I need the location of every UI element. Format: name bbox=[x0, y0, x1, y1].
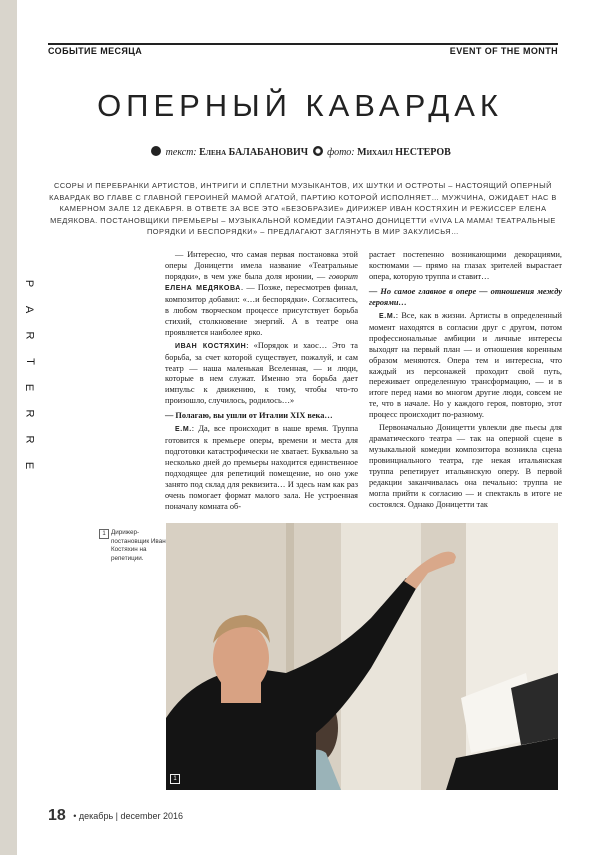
pen-icon bbox=[151, 146, 161, 156]
paragraph: Е.М.: Все, как в жизни. Артисты в определенный момент находятся в согласии друг с другом, потом профессиональные амбиции и личные интересы выходят на первый план — и отношения коренным образом меняются. Опера тем и интересна, что каждый из персонажей проходит свой путь, переживает определенную трансформацию, — и в итоге перед нами во многом другие люди, совсем не те, что в начале. Но у каждого героя, повторю, этот процесс происходит по-разному. bbox=[369, 310, 562, 420]
question: — Но самое главное в опере — отношения между героями… bbox=[369, 286, 562, 307]
photo-number: 1 bbox=[170, 774, 180, 784]
section-label-english: EVENT OF THE MONTH bbox=[449, 46, 558, 56]
caption-number: 1 bbox=[99, 529, 109, 539]
author-name: Елена БАЛАБАНОВИЧ bbox=[199, 147, 309, 158]
photo-caption: Дирижер-постановщик Иван Костяхин на репетиции. bbox=[111, 529, 166, 562]
text-column-2 bbox=[369, 250, 562, 513]
page-number: 18 bbox=[48, 807, 66, 824]
paragraph: — Интересно, что самая первая постановка этой оперы Доницетти имела название «Театральные порядки», в чем уже была доля иронии, — говорит ЕЛЕНА МЕДЯКОВА. — Позже, пересмотрев финал, композитор добавил: «…и беспорядки». Согласитесь, в любом творческом процессе присутствует борьба стихий, столкновение энергий. А в театре она проявляется наиболее ярко. bbox=[165, 250, 358, 337]
article-title: ОПЕРНЫЙ КАВАРДАК bbox=[97, 88, 503, 123]
camera-icon bbox=[313, 146, 323, 156]
issue-date: • декабрь | december 2016 bbox=[73, 811, 184, 821]
paragraph: Первоначально Доницетти увлекли две пьесы для драматического театра — так на оперной сцене в музыкальной комедии композитора возникла сцена провинциального театра, где некая итальянская труппа репетирует итальянскую оперу. В первой редакции заканчивалась она печально: труппа не могла прийти к согласию — и спектакль в итоге не состоялся. Однако Доницетти так bbox=[369, 423, 562, 509]
paragraph: растает постепенно возникающими декорациями, костюмами — прямо на глазах зрителей вырастает опера, которую труппа и ставит… bbox=[369, 250, 562, 281]
credits-line: текст: Елена БАЛАБАНОВИЧ фото: Михаил НЕСТЕРОВ bbox=[0, 146, 600, 158]
question: — Полагаю, вы ушли от Италии XIX века… bbox=[165, 411, 333, 421]
paragraph: ИВАН КОСТЯХИН: «Порядок и хаос… Это та борьба, за счет которой существует, пожалуй, и сам театр — наша маленькая Вселенная, — и люди, которые в нем служат. Именно эта борьба дает импульс к движению, к тому, чтобы что-то произошло, случилось, родилось…» bbox=[165, 340, 358, 406]
conductor-photo bbox=[166, 523, 558, 790]
paragraph: Е.М.: Да, все происходит в наше время. Труппа готовится к премьере оперы, времени и места для подготовки катастрофически не хватает. Буквально за несколько дней до премьеры находится единственное подходящее для репетиций помещение, но оно уже занято под склад для реквизита… И здесь нам как раз очень помогает формат малого зала. Не устроенная поначалу комната об- bbox=[165, 424, 358, 511]
lead-paragraph: ССОРЫ И ПЕРЕБРАНКИ АРТИСТОВ, ИНТРИГИ И СПЛЕТНИ МУЗЫКАНТОВ, ИХ ШУТКИ И ОСТРОТЫ – НАСТОЯЩИЙ ОПЕРНЫЙ КАВАРДАК ВО ГЛАВЕ С ГЛАВНОЙ ГЕРОИНЕЙ МАМОЙ АГАТОЙ, ПАРТИЮ КОТОРОЙ ИСПОЛНЯЕТ… МУЖЧИНА, ОЖИДАЕТ НАС В КАМЕРНОМ ЗАЛЕ 12 ДЕКАБРЯ. В ОТВЕТЕ ЗА ВСЕ ЭТО «БЕЗОБРАЗИЕ» ДИРИЖЕР ИВАН КОСТЯХИН И РЕЖИССЕР ЕЛЕНА МЕДЯКОВА. ПОСТАНОВЩИКИ ПРЕМЬЕРЫ – МУЗЫКАЛЬНОЙ КОМЕДИИ ГАЭТАНО ДОНИЦЕТТИ «VIVA LA MAMA! ТЕАТРАЛЬНЫЕ ПОРЯДКИ И БЕСПОРЯДКИ» – ПРЕДЛАГАЮТ ЗАГЛЯНУТЬ В МИР ЗАКУЛИСЬЯ… bbox=[49, 181, 557, 236]
text-column-1 bbox=[165, 250, 358, 515]
rehearsal-photo-illustration bbox=[166, 523, 558, 790]
left-color-strip bbox=[0, 0, 17, 855]
section-label: СОБЫТИЕ МЕСЯЦА bbox=[48, 46, 143, 56]
page-footer bbox=[48, 806, 183, 825]
photographer-name: Михаил НЕСТЕРОВ bbox=[357, 147, 451, 158]
side-section-word: P A R T E R R E bbox=[23, 279, 36, 470]
header-rule bbox=[48, 43, 558, 45]
